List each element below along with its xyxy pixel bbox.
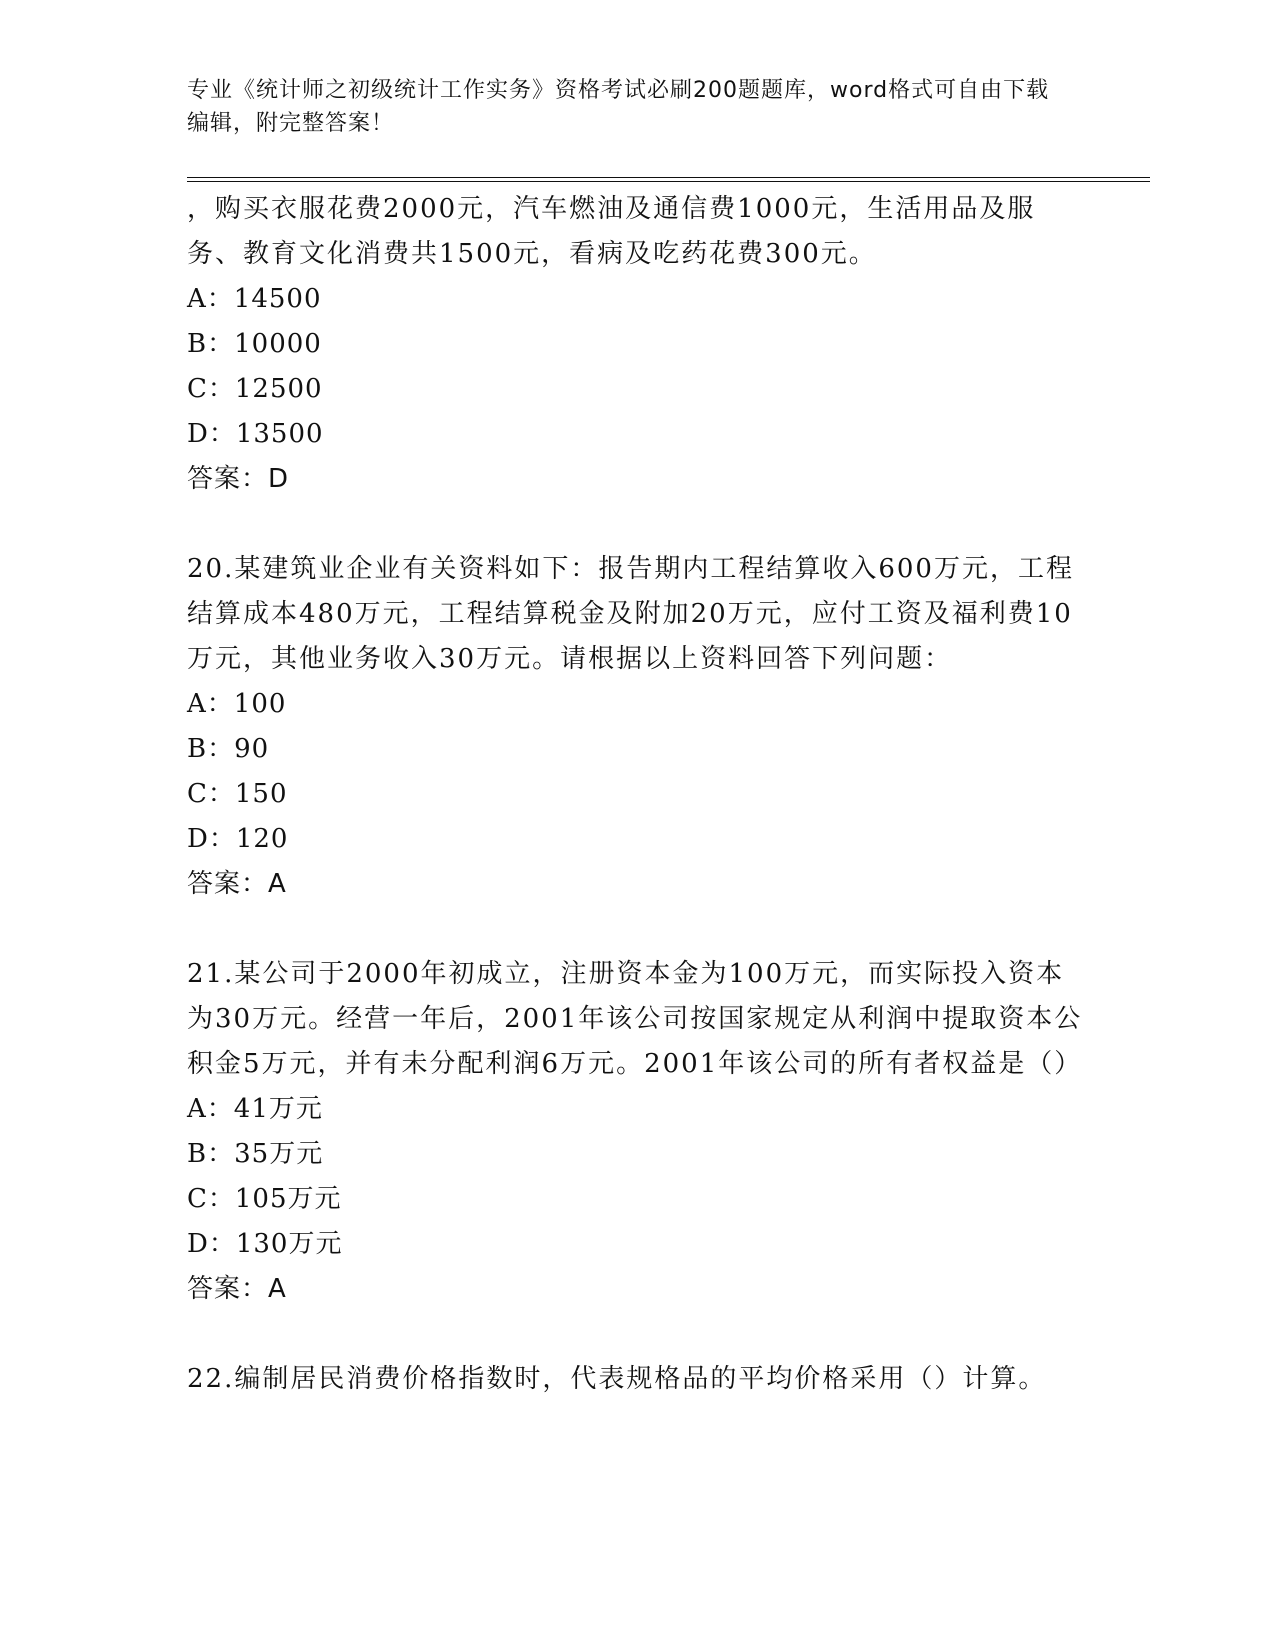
option-b: B：10000 <box>187 329 322 359</box>
question-text: 20.某建筑业企业有关资料如下：报告期内工程结算收入600万元，工程结算成本480万元，工程结算税金及附加20万元，应付工资及福利费10万元，其他业务收入30万元。请根据以上资料回答下列问题： <box>187 554 1074 674</box>
option-d: D：13500 <box>187 419 324 449</box>
option-b: B：90 <box>187 734 270 764</box>
header-divider-bottom <box>187 181 1150 182</box>
option-c: C：150 <box>187 779 288 809</box>
option-d: D：130万元 <box>187 1229 343 1259</box>
question-text: 22.编制居民消费价格指数时，代表规格品的平均价格采用（）计算。 <box>187 1364 1047 1394</box>
answer-line: 答案：A <box>187 1274 287 1304</box>
answer-line: 答案：A <box>187 869 287 899</box>
option-a: A：41万元 <box>187 1094 323 1124</box>
option-a: A：14500 <box>187 284 322 314</box>
option-d: D：120 <box>187 824 289 854</box>
question-22 <box>187 1357 1087 1402</box>
answer-line: 答案：D <box>187 464 290 494</box>
option-a: A：100 <box>187 689 287 719</box>
document-body <box>187 187 1087 1402</box>
question-20 <box>187 547 1087 907</box>
option-c: C：105万元 <box>187 1184 342 1214</box>
document-header: 专业《统计师之初级统计工作实务》资格考试必刷200题题库，word格式可自由下载编辑，附完整答案！ <box>187 78 1050 136</box>
question-21 <box>187 952 1087 1312</box>
option-b: B：35万元 <box>187 1139 324 1169</box>
question-fragment <box>187 187 1087 502</box>
question-text: ，购买衣服花费2000元，汽车燃油及通信费1000元，生活用品及服务、教育文化消费共1500元，看病及吃药花费300元。 <box>187 194 1036 269</box>
header-divider-top <box>187 177 1150 178</box>
option-c: C：12500 <box>187 374 323 404</box>
question-text: 21.某公司于2000年初成立，注册资本金为100万元，而实际投入资本为30万元。经营一年后，2001年该公司按国家规定从利润中提取资本公积金5万元，并有未分配利润6万元。2001年该公司的所有者权益是（） <box>187 959 1083 1079</box>
